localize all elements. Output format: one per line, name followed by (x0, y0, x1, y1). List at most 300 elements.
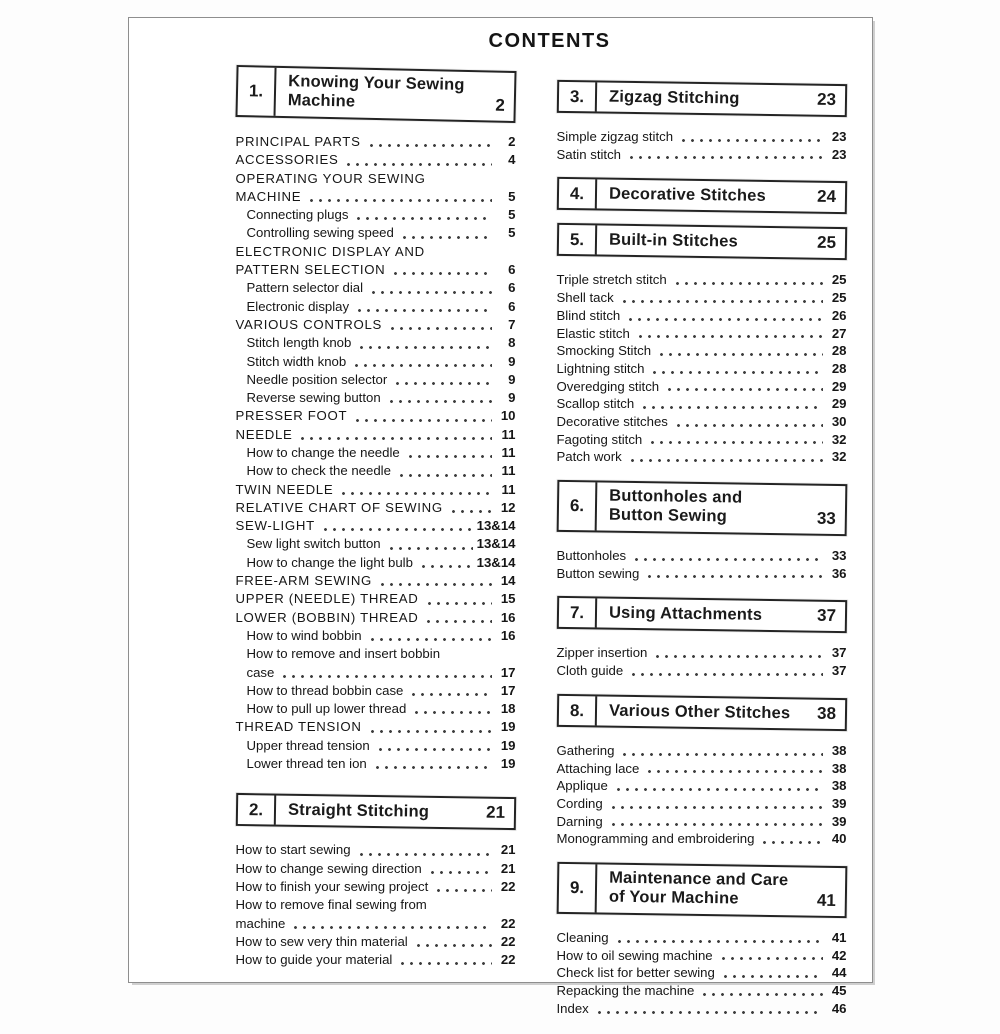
toc-row (236, 206, 516, 224)
toc-entry-list (236, 133, 516, 773)
dotted-leader (291, 925, 491, 930)
toc-page-number: 9 (508, 353, 516, 369)
toc-page-number: 12 (500, 499, 516, 515)
dotted-leader (414, 943, 492, 948)
toc-page-number: 32 (831, 431, 847, 447)
toc-label: Sew light switch button (246, 536, 381, 552)
toc-row (236, 535, 516, 553)
toc-label: Zipper insertion (556, 645, 648, 661)
toc-label: How to oil sewing machine (556, 947, 713, 963)
toc-row (236, 481, 516, 499)
dotted-leader (673, 281, 823, 286)
toc-row (236, 517, 516, 535)
section-box-body (596, 696, 844, 729)
dotted-leader (657, 352, 822, 357)
dotted-leader (409, 692, 491, 697)
dotted-leader (721, 974, 823, 979)
dotted-leader (424, 619, 491, 624)
toc-label: Repacking the machine (556, 983, 695, 999)
toc-label: PATTERN SELECTION (235, 262, 386, 278)
toc-row (557, 342, 847, 360)
toc-page-number: 10 (500, 408, 516, 424)
dotted-leader (595, 1010, 823, 1015)
toc-label: PRINCIPAL PARTS (235, 133, 361, 149)
dotted-leader (397, 473, 492, 478)
toc-row (236, 700, 516, 718)
toc-page-number: 19 (500, 756, 516, 772)
toc-label: How to change the light bulb (246, 554, 413, 570)
toc-label: Lightning stitch (556, 360, 645, 376)
section-page-number: 41 (816, 890, 836, 911)
toc-row (236, 915, 516, 933)
toc-row (236, 951, 516, 969)
dotted-leader (367, 143, 492, 148)
toc-page-number: 15 (500, 591, 516, 607)
toc-row (236, 554, 516, 572)
toc-row (236, 878, 516, 896)
toc-label: Darning (556, 813, 603, 829)
toc-page-number: 17 (500, 682, 516, 698)
toc-row (236, 353, 516, 371)
dotted-leader (357, 852, 492, 857)
toc-page-number: 4 (508, 152, 516, 168)
toc-page-number: 29 (831, 396, 847, 412)
dotted-leader (357, 345, 491, 350)
toc-row (236, 444, 516, 462)
toc-row (557, 547, 847, 565)
dotted-leader (627, 155, 822, 160)
toc-page-number: 28 (831, 360, 847, 376)
section-title: Buttonholes and Button Sewing (608, 486, 742, 526)
toc-row (236, 682, 516, 700)
toc-label: How to check the needle (246, 463, 391, 479)
toc-page-number: 2 (508, 133, 516, 149)
section-page-number: 25 (816, 233, 836, 253)
toc-row (236, 298, 516, 316)
toc-row (236, 316, 516, 334)
toc-label: Electronic display (246, 298, 350, 314)
toc-page-number: 11 (501, 481, 516, 497)
dotted-leader (425, 601, 492, 606)
toc-page-number: 21 (500, 842, 516, 858)
dotted-leader (620, 299, 823, 304)
dotted-leader (344, 162, 491, 167)
toc-page-number: 14 (500, 573, 516, 589)
toc-label: TWIN NEEDLE (235, 481, 334, 497)
toc-page-number: 37 (831, 645, 847, 661)
toc-row (557, 777, 847, 795)
toc-label: How to pull up lower thread (246, 701, 407, 717)
toc-label: Attaching lace (556, 760, 640, 776)
toc-page-number: 40 (831, 831, 847, 847)
toc-label: How to guide your material (235, 952, 393, 968)
toc-row (236, 609, 516, 627)
toc-page-number: 38 (831, 760, 847, 776)
section-number: 6. (558, 482, 597, 530)
dotted-leader (665, 387, 822, 392)
toc-section (557, 225, 847, 466)
toc-label: machine (235, 915, 286, 931)
toc-entry-list (557, 644, 847, 679)
section-title: Zigzag Stitching (608, 87, 740, 108)
section-box-body (596, 483, 845, 535)
section-page-number: 37 (816, 606, 836, 626)
dotted-leader (388, 326, 491, 331)
toc-page-number: 17 (500, 664, 516, 680)
toc-label: Controlling sewing speed (246, 225, 394, 241)
toc-page-number: 23 (831, 146, 847, 162)
contents-column-right (557, 82, 847, 1034)
manual-contents-page (128, 17, 873, 1016)
toc-row (557, 760, 847, 778)
toc-label: Satin stitch (556, 146, 622, 162)
toc-label: LOWER (BOBBIN) THREAD (235, 609, 419, 625)
toc-label: Connecting plugs (246, 207, 349, 223)
toc-page-number: 33 (831, 548, 847, 564)
toc-page-number: 23 (831, 129, 847, 144)
toc-row (557, 982, 847, 1000)
toc-row (557, 947, 847, 965)
toc-label: ELECTRONIC DISPLAY AND (235, 243, 425, 259)
toc-page-number: 6 (508, 298, 516, 314)
dotted-leader (387, 399, 492, 404)
toc-label: Cording (556, 796, 603, 811)
section-box (556, 694, 846, 731)
section-box (235, 793, 515, 830)
section-box-body (596, 226, 844, 259)
dotted-leader (648, 440, 822, 445)
toc-section (236, 68, 516, 773)
toc-label: Decorative stitches (556, 414, 668, 430)
toc-section (557, 482, 847, 582)
toc-row (236, 371, 516, 389)
toc-row (557, 307, 847, 325)
toc-page-number: 28 (831, 343, 847, 359)
section-title: Various Other Stitches (608, 701, 791, 722)
toc-page-number: 19 (500, 719, 516, 735)
toc-page-number: 26 (831, 307, 847, 323)
dotted-leader (378, 582, 491, 587)
toc-page-number: 25 (831, 272, 847, 288)
toc-page-number: 22 (500, 915, 516, 931)
toc-row (557, 448, 847, 466)
section-box (556, 223, 846, 260)
section-number: 4. (558, 179, 596, 209)
toc-label: SEW-LIGHT (235, 518, 315, 534)
toc-row (236, 718, 516, 736)
toc-entry-list (557, 742, 847, 848)
toc-row (557, 146, 847, 164)
toc-label: Needle position selector (246, 371, 388, 387)
toc-label: Shell tack (556, 290, 614, 306)
toc-row (557, 929, 847, 947)
toc-page-number: 42 (831, 947, 847, 963)
toc-label: Applique (556, 778, 608, 794)
toc-label: Reverse sewing button (246, 390, 381, 406)
dotted-leader (391, 271, 491, 276)
toc-row (236, 664, 516, 682)
toc-page-number: 13&14 (476, 554, 516, 570)
section-title: Straight Stitching (287, 800, 429, 821)
toc-label: How to change the needle (246, 444, 400, 460)
toc-page-number: 9 (508, 371, 516, 387)
toc-label: How to thread bobbin case (246, 682, 404, 698)
section-box (556, 177, 846, 214)
section-box (556, 480, 847, 536)
toc-row (236, 261, 516, 279)
toc-row (236, 170, 516, 188)
section-box-body (596, 599, 844, 632)
toc-row (557, 1000, 847, 1018)
dotted-leader (760, 840, 822, 845)
toc-entry-list (557, 547, 847, 582)
dotted-leader (352, 363, 491, 368)
dotted-leader (679, 138, 822, 143)
toc-row (236, 841, 516, 859)
toc-entry-list (557, 128, 847, 163)
dotted-leader (628, 458, 823, 463)
toc-row (236, 737, 516, 755)
toc-row (557, 644, 847, 662)
toc-page-number: 19 (500, 737, 516, 753)
section-page-number: 21 (485, 802, 505, 823)
toc-page-number: 38 (831, 742, 847, 758)
toc-page-number: 5 (508, 188, 516, 204)
toc-label: Check list for better sewing (556, 965, 715, 981)
section-title: Decorative Stitches (608, 184, 766, 205)
section-box (235, 65, 516, 123)
toc-row (557, 395, 847, 413)
toc-page-number: 22 (500, 933, 516, 949)
toc-section (557, 864, 847, 1017)
toc-page-number: 11 (501, 444, 516, 460)
toc-section (557, 179, 847, 212)
toc-row (236, 572, 516, 590)
toc-row (557, 431, 847, 449)
toc-page-number: 25 (831, 290, 847, 306)
section-number: 8. (558, 696, 596, 726)
dotted-leader (400, 235, 492, 240)
toc-page-number: 39 (831, 796, 847, 811)
dotted-leader (368, 637, 492, 642)
toc-page-number: 13&14 (476, 518, 516, 534)
toc-row (557, 360, 847, 378)
toc-page-number: 27 (831, 325, 847, 341)
section-page-number: 38 (816, 703, 836, 723)
toc-label: How to finish your sewing project (235, 878, 429, 894)
toc-page-number: 9 (508, 390, 516, 406)
toc-page-number: 13&14 (476, 536, 516, 552)
toc-row (236, 462, 516, 480)
dotted-leader (629, 672, 822, 677)
dotted-leader (615, 939, 823, 944)
toc-page-number: 39 (831, 813, 847, 829)
section-box-body (275, 68, 514, 121)
toc-row (236, 334, 516, 352)
contents-column-left (236, 68, 516, 985)
dotted-leader (719, 956, 823, 961)
toc-label: Pattern selector dial (246, 280, 364, 296)
dotted-leader (368, 729, 492, 734)
dotted-leader (609, 822, 823, 827)
dotted-leader (412, 710, 491, 715)
toc-label: Button sewing (556, 565, 640, 581)
toc-row (236, 860, 516, 878)
toc-page-number: 32 (831, 449, 847, 465)
toc-row (557, 413, 847, 431)
toc-row (557, 662, 847, 680)
toc-label: How to remove and insert bobbin (246, 646, 441, 662)
toc-row (557, 565, 847, 583)
toc-page-number: 37 (831, 663, 847, 679)
toc-page-number: 8 (508, 335, 516, 351)
toc-row (236, 279, 516, 297)
toc-label: Fagoting stitch (556, 431, 643, 447)
toc-label: Cloth guide (556, 663, 624, 679)
dotted-leader (434, 888, 491, 893)
dotted-leader (640, 405, 822, 410)
dotted-leader (398, 961, 491, 966)
toc-page-number: 36 (831, 565, 847, 581)
toc-page-number: 18 (500, 701, 516, 717)
section-title: Using Attachments (608, 603, 762, 624)
toc-label: RELATIVE CHART OF SEWING (235, 499, 443, 515)
toc-section (236, 795, 516, 969)
dotted-leader (387, 546, 473, 551)
section-title: Built-in Stitches (608, 230, 738, 251)
toc-label: How to wind bobbin (246, 627, 362, 643)
toc-label: Gathering (556, 742, 615, 758)
toc-page-number: 46 (831, 1000, 847, 1016)
toc-row (236, 389, 516, 407)
toc-row (236, 755, 516, 773)
section-number: 2. (237, 795, 275, 825)
section-box (556, 80, 846, 117)
toc-page-number: 45 (831, 983, 847, 999)
dotted-leader (645, 769, 822, 774)
dotted-leader (636, 334, 823, 339)
toc-row (557, 271, 847, 289)
toc-entry-list (557, 271, 847, 466)
toc-row (557, 289, 847, 307)
toc-page-number: 5 (508, 225, 516, 241)
toc-label: How to remove final sewing from (235, 897, 427, 913)
toc-row (236, 645, 516, 663)
dotted-leader (620, 752, 822, 757)
dotted-leader (369, 290, 491, 295)
dotted-leader (354, 216, 491, 221)
toc-label: Smocking Stitch (556, 343, 652, 359)
dotted-leader (373, 765, 492, 770)
toc-label: PRESSER FOOT (235, 408, 348, 424)
toc-entry-list (236, 841, 516, 969)
toc-label: MACHINE (235, 188, 302, 204)
toc-row (236, 243, 516, 261)
toc-label: Elastic stitch (556, 325, 630, 341)
toc-label: Scallop stitch (556, 396, 635, 412)
dotted-leader (298, 436, 491, 441)
section-title: Maintenance and Care of Your Machine (608, 868, 788, 909)
toc-label: UPPER (NEEDLE) THREAD (235, 591, 419, 607)
toc-label: OPERATING YOUR SEWING (235, 170, 426, 186)
toc-section (557, 82, 847, 163)
section-number: 7. (558, 598, 596, 628)
dotted-leader (428, 870, 492, 875)
dotted-leader (632, 557, 822, 562)
page-title: CONTENTS (488, 30, 611, 52)
toc-label: Lower thread ten ion (246, 756, 367, 772)
toc-row (557, 742, 847, 760)
section-box-body (596, 180, 844, 213)
toc-label: Monogramming and embroidering (556, 831, 755, 847)
toc-row (236, 133, 516, 151)
toc-row (557, 964, 847, 982)
dotted-leader (406, 454, 492, 459)
dotted-leader (449, 509, 492, 514)
toc-page-number: 22 (500, 952, 516, 968)
dotted-leader (376, 747, 492, 752)
section-number: 1. (237, 67, 276, 116)
toc-section (557, 598, 847, 679)
section-box-body (596, 865, 845, 917)
toc-label: Buttonholes (556, 548, 627, 564)
section-box (556, 596, 846, 633)
toc-page-number: 38 (831, 778, 847, 794)
dotted-leader (353, 418, 491, 423)
toc-page-number: 21 (500, 860, 516, 876)
toc-page-number: 6 (508, 280, 516, 296)
toc-row (236, 627, 516, 645)
toc-row (236, 933, 516, 951)
dotted-leader (321, 527, 473, 532)
section-box (556, 862, 847, 918)
section-number: 3. (558, 82, 596, 112)
toc-row (236, 426, 516, 444)
toc-label: Stitch length knob (246, 335, 352, 351)
toc-label: THREAD TENSION (235, 719, 362, 735)
toc-label: Overedging stitch (556, 378, 660, 394)
toc-label: VARIOUS CONTROLS (235, 316, 383, 332)
toc-page-number: 29 (831, 378, 847, 394)
toc-entry-list (557, 929, 847, 1018)
section-box-body (275, 796, 513, 829)
dotted-leader (280, 674, 491, 679)
toc-page-number: 6 (508, 262, 516, 278)
toc-page-number: 7 (508, 316, 516, 332)
toc-label: Cleaning (556, 930, 609, 946)
toc-row (236, 188, 516, 206)
dotted-leader (355, 308, 491, 313)
dotted-leader (339, 491, 491, 496)
toc-row (236, 224, 516, 242)
dotted-leader (419, 564, 473, 569)
toc-section (557, 696, 847, 848)
toc-row (557, 325, 847, 343)
toc-label: NEEDLE (235, 426, 293, 442)
toc-page-number: 16 (500, 627, 516, 643)
toc-label: How to change sewing direction (235, 860, 422, 876)
section-number: 5. (558, 225, 596, 255)
section-page-number: 33 (816, 508, 836, 529)
dotted-leader (653, 654, 822, 659)
dotted-leader (700, 992, 822, 997)
toc-row (236, 499, 516, 517)
dotted-leader (614, 787, 823, 792)
section-page-number: 24 (816, 187, 836, 207)
toc-label: How to start sewing (235, 842, 351, 858)
toc-row (557, 795, 847, 813)
toc-row (236, 151, 516, 169)
